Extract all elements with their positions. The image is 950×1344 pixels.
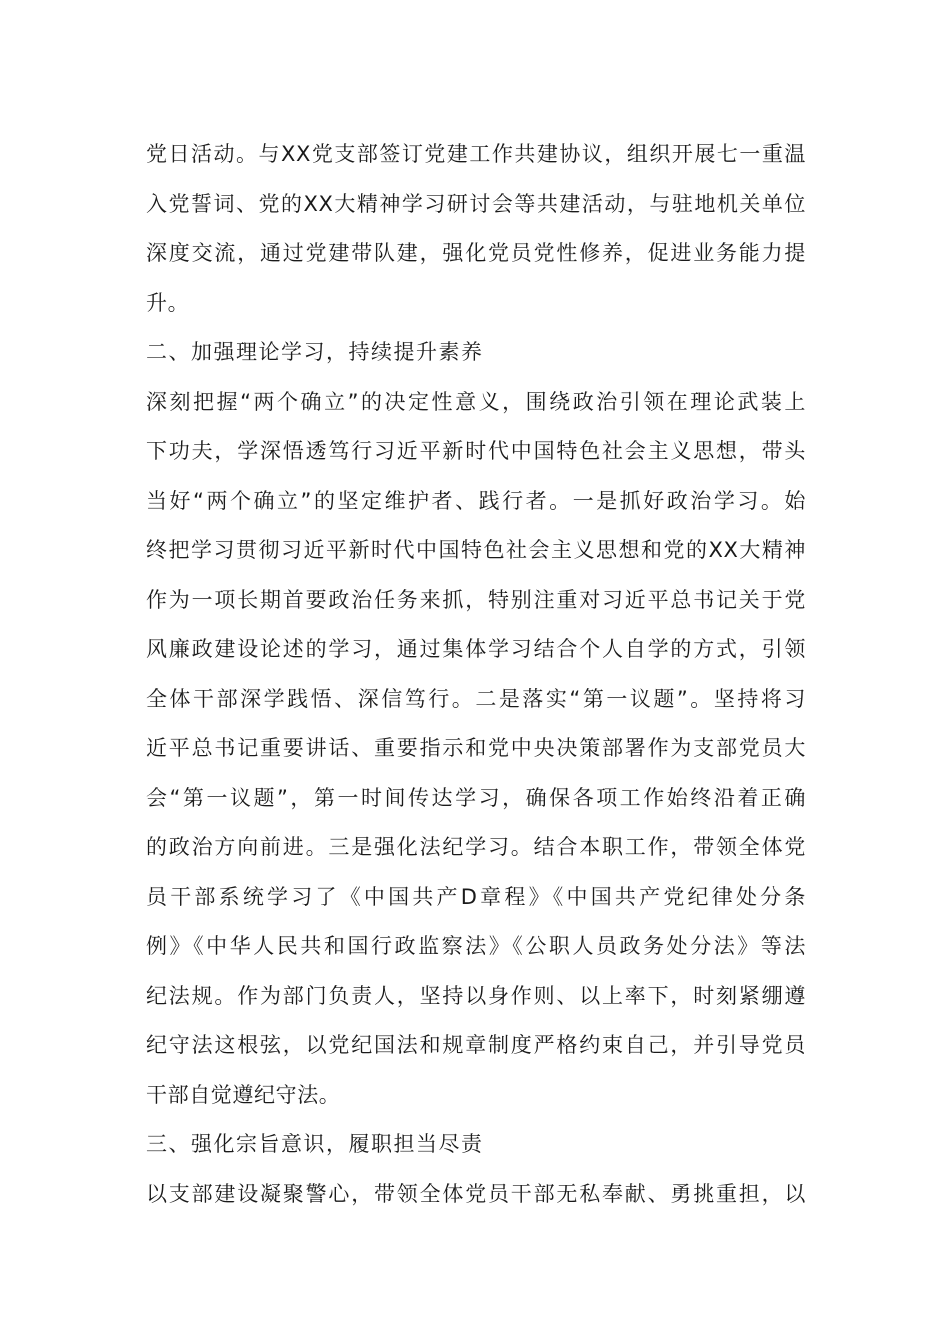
document-body (146, 130, 806, 1219)
text-line: 全体干部深学践悟、深信笃行。二是落实“第一议题”。坚持将习 (146, 686, 806, 711)
text-line: 下功夫，学深悟透笃行习近平新时代中国特色社会主义思想，带头 (146, 439, 806, 463)
text-line: 干部自觉遵纪守法。 (146, 1082, 341, 1107)
paragraph-party-day-activity (146, 130, 806, 328)
paragraph-theory-study (146, 378, 806, 1121)
text-line: 的政治方向前进。三是强化法纪学习。结合本职工作，带领全体党 (146, 835, 806, 859)
text-line: 作为一项长期首要政治任务来抓，特别注重对习近平总书记关于党 (146, 587, 806, 612)
section-heading-purpose-awareness: 三、强化宗旨意识，履职担当尽责 (146, 1132, 484, 1156)
text-line: 入党誓词、党的XX大精神学习研讨会等共建活动，与驻地机关单位 (146, 191, 806, 216)
text-line: 终把学习贯彻习近平新时代中国特色社会主义思想和党的XX大精神 (146, 538, 806, 562)
text-line: 当好“两个确立”的坚定维护者、践行者。一是抓好政治学习。始 (146, 488, 806, 513)
text-line: 深刻把握“两个确立”的决定性意义，围绕政治引领在理论武装上 (146, 389, 806, 414)
text-line: 纪法规。作为部门负责人，坚持以身作则、以上率下，时刻紧绷遵 (146, 983, 806, 1008)
text-line: 近平总书记重要讲话、重要指示和党中央决策部署作为支部党员大 (146, 736, 806, 760)
text-line: 深度交流，通过党建带队建，强化党员党性修养，促进业务能力提 (146, 241, 806, 265)
text-line: 会“第一议题”，第一时间传达学习，确保各项工作始终沿着正确 (146, 785, 806, 810)
text-line: 纪守法这根弦，以党纪国法和规章制度严格约束自己，并引导党员 (146, 1033, 806, 1057)
text-line: 升。 (146, 290, 190, 315)
paragraph-purpose-awareness (146, 1170, 806, 1220)
text-line: 党日活动。与XX党支部签订党建工作共建协议，组织开展七一重温 (146, 142, 806, 166)
text-line: 风廉政建设论述的学习，通过集体学习结合个人自学的方式，引领 (146, 637, 806, 661)
text-line: 员干部系统学习了《中国共产D章程》《中国共产党纪律处分条 (146, 884, 806, 909)
text-line: 以支部建设凝聚警心，带领全体党员干部无私奉献、勇挑重担，以 (146, 1181, 806, 1206)
section-heading-theory-study: 二、加强理论学习，持续提升素养 (146, 340, 484, 364)
text-line: 例》《中华人民共和国行政监察法》《公职人员政务处分法》等法 (146, 934, 806, 958)
